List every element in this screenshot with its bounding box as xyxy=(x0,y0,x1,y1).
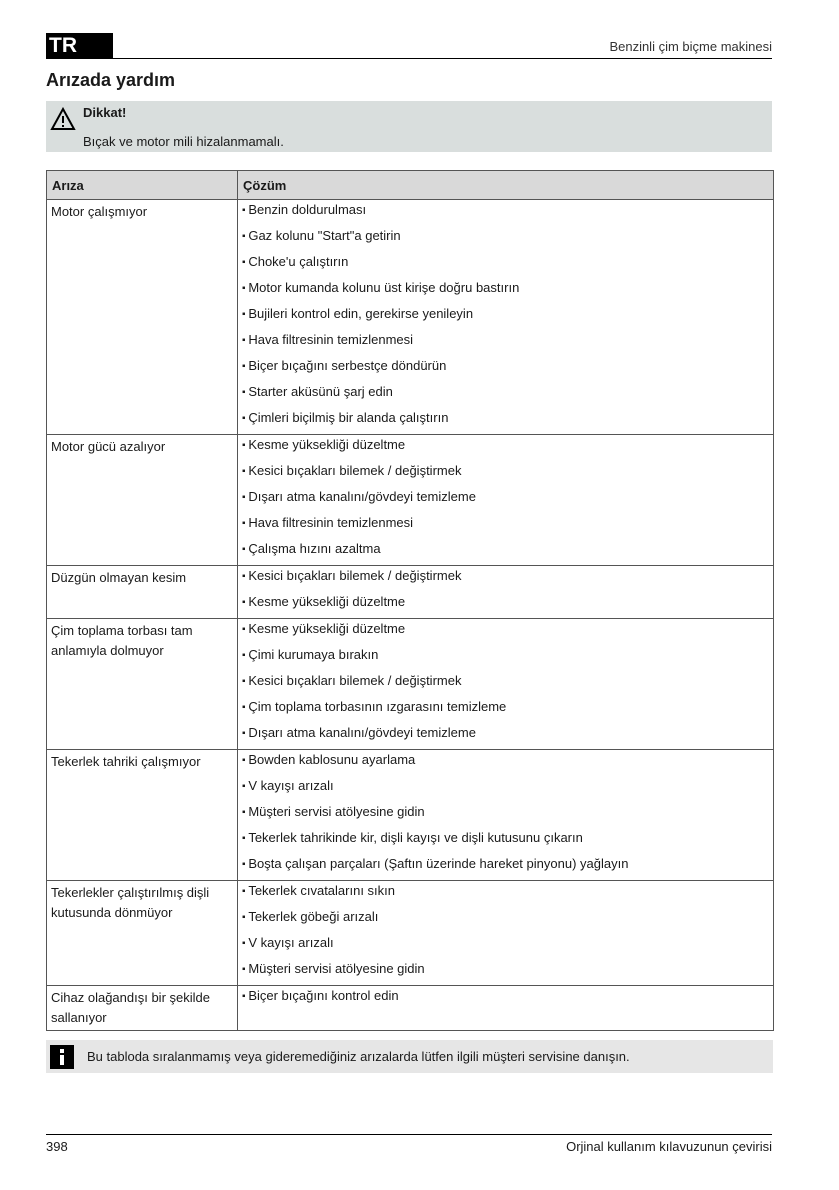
solution-item: ▪ Starter aküsünü şarj edin xyxy=(238,382,773,408)
solution-item: ▪ Tekerlek göbeği arızalı xyxy=(238,907,773,933)
info-icon xyxy=(50,1045,74,1069)
solution-cell xyxy=(238,566,774,619)
solution-item: ▪ Kesici bıçakları bilemek / değiştirmek xyxy=(238,461,773,487)
solution-item: ▪ Biçer bıçağını serbestçe döndürün xyxy=(238,356,773,382)
footer-note: Orjinal kullanım kılavuzunun çevirisi xyxy=(566,1139,772,1154)
solution-item: ▪ Çalışma hızını azaltma xyxy=(238,539,773,565)
fault-cell: Motor çalışmıyor xyxy=(47,200,238,435)
table-row xyxy=(47,200,774,435)
solution-item: ▪ Dışarı atma kanalını/gövdeyi temizleme xyxy=(238,723,773,749)
solution-list xyxy=(238,750,773,880)
solution-item: ▪ Çimleri biçilmiş bir alanda çalıştırın xyxy=(238,408,773,434)
solution-item: ▪ Kesme yüksekliği düzeltme xyxy=(238,619,773,645)
solution-item: ▪ Çim toplama torbasının ızgarasını temizleme xyxy=(238,697,773,723)
document-title: Benzinli çim biçme makinesi xyxy=(609,39,772,54)
fault-cell: Düzgün olmayan kesim xyxy=(47,566,238,619)
solution-item: ▪ Kesme yüksekliği düzeltme xyxy=(238,592,773,618)
info-text: Bu tabloda sıralanmamış veya gideremediğiniz arızalarda lütfen ilgili müşteri servisine danışın. xyxy=(87,1049,630,1064)
fault-cell: Tekerlek tahriki çalışmıyor xyxy=(47,750,238,881)
warning-box xyxy=(46,101,772,152)
table-body xyxy=(47,200,774,1031)
troubleshooting-table xyxy=(46,170,774,1031)
solution-item: ▪ Dışarı atma kanalını/gövdeyi temizleme xyxy=(238,487,773,513)
warning-text: Bıçak ve motor mili hizalanmamalı. xyxy=(83,134,284,149)
language-badge: TR xyxy=(46,33,113,59)
solution-item: ▪ Kesici bıçakları bilemek / değiştirmek xyxy=(238,671,773,697)
table-row xyxy=(47,986,774,1031)
solution-cell xyxy=(238,619,774,750)
solution-list xyxy=(238,200,773,434)
solution-item: ▪ Boşta çalışan parçaları (Şaftın üzerinde hareket pinyonu) yağlayın xyxy=(238,854,773,880)
solution-item: ▪ Müşteri servisi atölyesine gidin xyxy=(238,959,773,985)
info-box xyxy=(46,1040,773,1073)
solution-list xyxy=(238,435,773,565)
solution-item: ▪ Hava filtresinin temizlenmesi xyxy=(238,330,773,356)
solution-item: ▪ Kesici bıçakları bilemek / değiştirmek xyxy=(238,566,773,592)
solution-cell xyxy=(238,986,774,1031)
solution-item: ▪ Benzin doldurulması xyxy=(238,200,773,226)
solution-item: ▪ V kayışı arızalı xyxy=(238,933,773,959)
fault-cell: Tekerlekler çalıştırılmış dişli kutusunda dönmüyor xyxy=(47,881,238,986)
table-header-row xyxy=(47,171,774,200)
solution-item: ▪ Müşteri servisi atölyesine gidin xyxy=(238,802,773,828)
solution-cell xyxy=(238,200,774,435)
solution-item: ▪ V kayışı arızalı xyxy=(238,776,773,802)
page-title: Arızada yardım xyxy=(46,70,176,90)
fault-cell: Çim toplama torbası tam anlamıyla dolmuyor xyxy=(47,619,238,750)
header-divider xyxy=(113,58,772,59)
fault-cell: Motor gücü azalıyor xyxy=(47,435,238,566)
solution-item: ▪ Kesme yüksekliği düzeltme xyxy=(238,435,773,461)
table-row xyxy=(47,435,774,566)
solution-cell xyxy=(238,750,774,881)
solution-item: ▪ Çimi kurumaya bırakın xyxy=(238,645,773,671)
fault-cell: Cihaz olağandışı bir şekilde sallanıyor xyxy=(47,986,238,1031)
page-number: 398 xyxy=(46,1139,68,1154)
solution-item: ▪ Tekerlek cıvatalarını sıkın xyxy=(238,881,773,907)
solution-cell xyxy=(238,881,774,986)
solution-item: ▪ Tekerlek tahrikinde kir, dişli kayışı ve dişli kutusunu çıkarın xyxy=(238,828,773,854)
solution-list xyxy=(238,986,773,1012)
table-row xyxy=(47,750,774,881)
column-header-solution: Çözüm xyxy=(238,171,774,200)
solution-item: ▪ Gaz kolunu "Start"a getirin xyxy=(238,226,773,252)
solution-item: ▪ Hava filtresinin temizlenmesi xyxy=(238,513,773,539)
warning-triangle-icon xyxy=(50,107,76,131)
table-row xyxy=(47,566,774,619)
solution-list xyxy=(238,881,773,985)
solution-list xyxy=(238,566,773,618)
solution-cell xyxy=(238,435,774,566)
solution-item: ▪ Bowden kablosunu ayarlama xyxy=(238,750,773,776)
solution-list xyxy=(238,619,773,749)
table-row xyxy=(47,619,774,750)
footer-divider xyxy=(46,1134,772,1135)
solution-item: ▪ Choke'u çalıştırın xyxy=(238,252,773,278)
table-row xyxy=(47,881,774,986)
solution-item: ▪ Biçer bıçağını kontrol edin xyxy=(238,986,773,1012)
warning-title: Dikkat! xyxy=(83,105,127,120)
column-header-fault: Arıza xyxy=(47,171,238,200)
solution-item: ▪ Motor kumanda kolunu üst kirişe doğru bastırın xyxy=(238,278,773,304)
solution-item: ▪ Bujileri kontrol edin, gerekirse yenileyin xyxy=(238,304,773,330)
